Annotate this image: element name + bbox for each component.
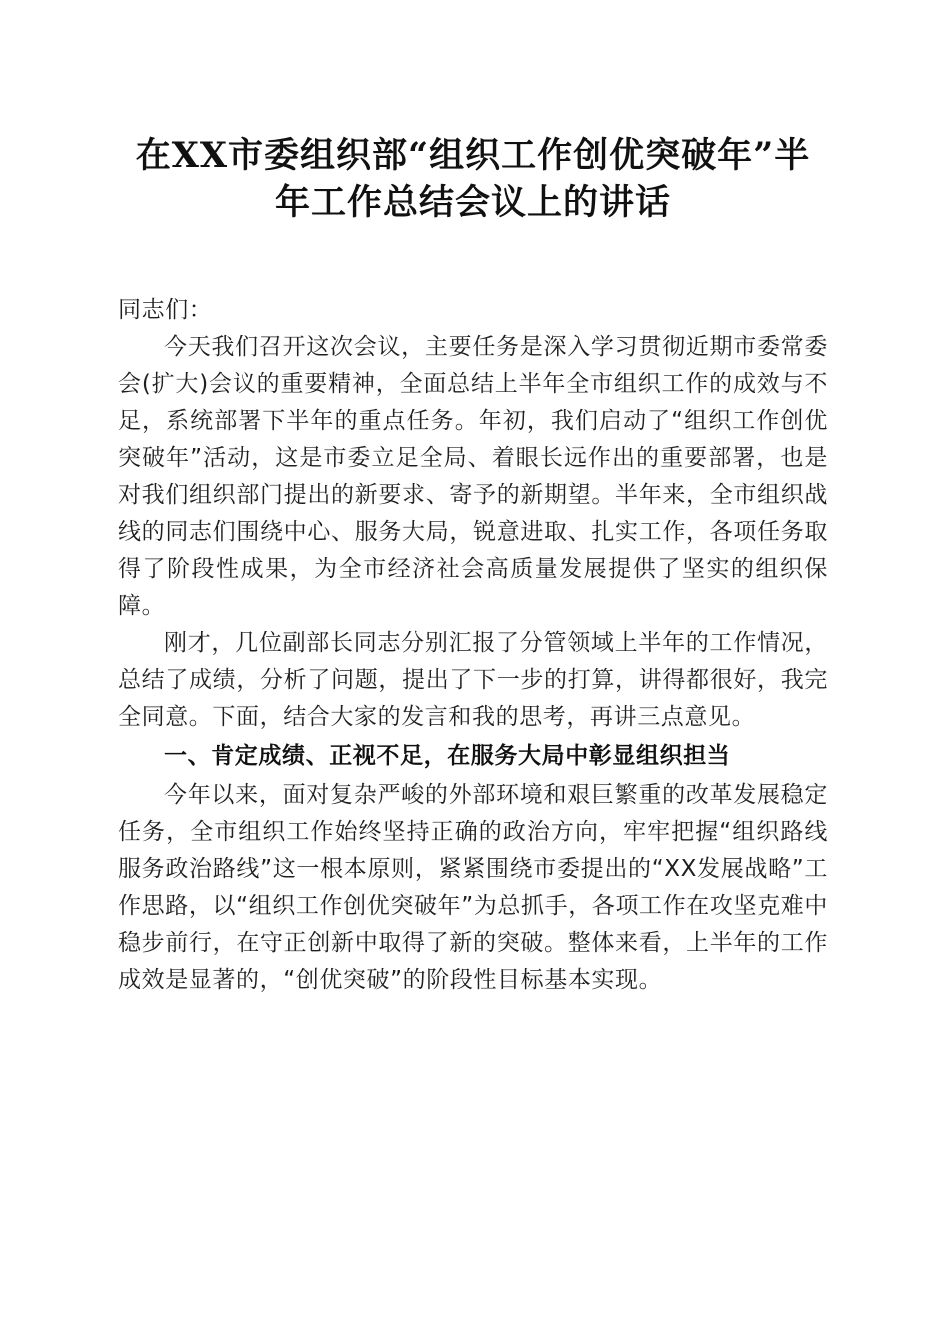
paragraph-intro: 今天我们召开这次会议，主要任务是深入学习贯彻近期市委常委会(扩大)会议的重要精神，全面总结上半年全市组织工作的成效与不足，系统部署下半年的重点任务。年初，我们启动了“组织工作创优突破年”活动，这是市委立足全局、着眼长远作出的重要部署，也是对我们组织部门提出的新要求、寄予的新期望。半年来，全市组织战线的同志们围绕中心、服务大局，锐意进取、扎实工作，各项任务取得了阶段性成果，为全市经济社会高质量发展提供了坚实的组织保障。 <box>118 334 828 619</box>
document-title: 在XX市委组织部“组织工作创优突破年”半年工作总结会议上的讲话 <box>135 135 811 223</box>
document-body <box>118 292 828 999</box>
document-page <box>118 132 828 999</box>
paragraph-section-one: 今年以来，面对复杂严峻的外部环境和艰巨繁重的改革发展稳定任务，全市组织工作始终坚持正确的政治方向，牢牢把握“组织路线服务政治路线”这一根本原则，紧紧围绕市委提出的“XX发展战略”工作思路，以“组织工作创优突破年”为总抓手，各项工作在攻坚克难中稳步前行，在守正创新中取得了新的突破。整体来看，上半年的工作成效是显著的，“创优突破”的阶段性目标基本实现。 <box>118 782 828 993</box>
paragraph-response: 刚才，几位副部长同志分别汇报了分管领域上半年的工作情况，总结了成绩，分析了问题，提出了下一步的打算，讲得都很好，我完全同意。下面，结合大家的发言和我的思考，再讲三点意见。 <box>118 630 828 730</box>
section-heading: 一、肯定成绩、正视不足，在服务大局中彰显组织担当 <box>164 743 731 769</box>
salutation: 同志们： <box>118 297 213 323</box>
